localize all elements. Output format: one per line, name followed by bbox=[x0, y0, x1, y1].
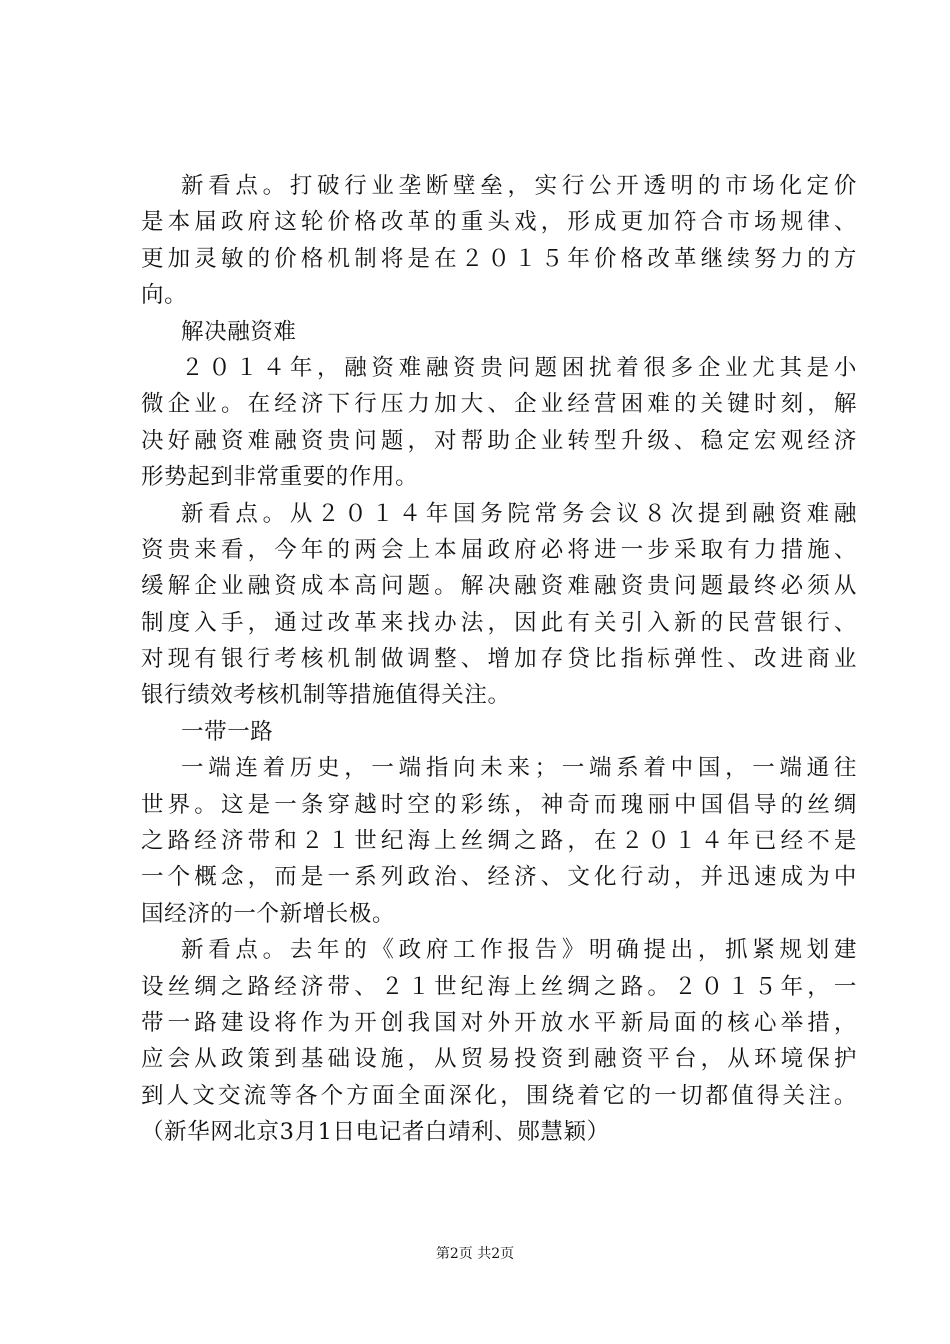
paragraph-line: 决好融资难融资贵问题，对帮助企业转型升级、稳定宏观经济 bbox=[141, 427, 857, 454]
paragraph-line: 资贵来看，今年的两会上本届政府必将进一步采取有力措施、 bbox=[141, 536, 857, 563]
page-number-footer: 第2页 共2页 bbox=[435, 1246, 515, 1262]
paragraph-line: ２０１４年，融资难融资贵问题困扰着很多企业尤其是小 bbox=[181, 354, 857, 381]
paragraph-line: 是本届政府这轮价格改革的重头戏，形成更加符合市场规律、 bbox=[141, 209, 857, 236]
paragraph-line: 应会从政策到基础设施，从贸易投资到融资平台，从环境保护 bbox=[141, 1046, 857, 1073]
paragraph-line: 新看点。从２０１４年国务院常务会议８次提到融资难融 bbox=[181, 500, 857, 527]
paragraph-line: 一端连着历史，一端指向未来；一端系着中国，一端通往 bbox=[181, 755, 857, 782]
paragraph-line: 一个概念，而是一系列政治、经济、文化行动，并迅速成为中 bbox=[141, 864, 857, 891]
paragraph-line: 设丝绸之路经济带、２１世纪海上丝绸之路。２０１５年，一 bbox=[141, 973, 857, 1000]
paragraph-line: 银行绩效考核机制等措施值得关注。 bbox=[141, 682, 511, 709]
paragraph-line: 带一路建设将作为开创我国对外开放水平新局面的核心举措， bbox=[141, 1009, 857, 1036]
section-heading: 一带一路 bbox=[181, 718, 274, 745]
paragraph-line: 微企业。在经济下行压力加大、企业经营困难的关键时刻，解 bbox=[141, 391, 857, 418]
paragraph-line: 对现有银行考核机制做调整、增加存贷比指标弹性、改进商业 bbox=[141, 646, 857, 673]
byline: （新华网北京3月1日电记者白靖利、郧慧颖） bbox=[141, 1119, 610, 1146]
paragraph-line: 之路经济带和２１世纪海上丝绸之路，在２０１４年已经不是 bbox=[141, 828, 857, 855]
paragraph-line: 世界。这是一条穿越时空的彩练，神奇而瑰丽中国倡导的丝绸 bbox=[141, 791, 857, 818]
paragraph-line: 更加灵敏的价格机制将是在２０１５年价格改革继续努力的方 bbox=[141, 245, 857, 272]
paragraph-line: 新看点。打破行业垄断壁垒，实行公开透明的市场化定价 bbox=[181, 173, 857, 199]
paragraph-line: 新看点。去年的《政府工作报告》明确提出，抓紧规划建 bbox=[181, 937, 857, 964]
section-heading: 解决融资难 bbox=[181, 318, 297, 345]
paragraph-line: 向。 bbox=[141, 282, 188, 309]
paragraph-line: 国经济的一个新增长极。 bbox=[141, 900, 396, 927]
article-body bbox=[141, 168, 857, 1151]
paragraph-line: 形势起到非常重要的作用。 bbox=[141, 464, 419, 491]
paragraph-line: 缓解企业融资成本高问题。解决融资难融资贵问题最终必须从 bbox=[141, 573, 857, 600]
paragraph-line: 到人文交流等各个方面全面深化，围绕着它的一切都值得关注。 bbox=[141, 1082, 857, 1109]
paragraph-line: 制度入手，通过改革来找办法，因此有关引入新的民营银行、 bbox=[141, 609, 857, 636]
